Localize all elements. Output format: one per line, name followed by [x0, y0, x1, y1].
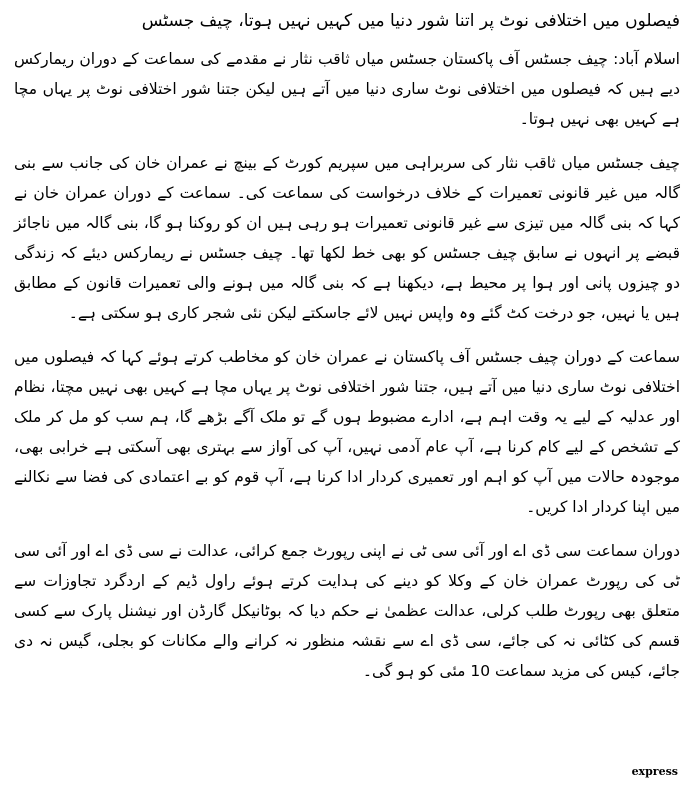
paragraph-1: اسلام آباد: چیف جسٹس آف پاکستان جسٹس میاں ثاقب نثار نے مقدمے کی سماعت کے دوران ریمارکس دیے ہیں کہ فیصلوں میں اختلافی نوٹ ساری دنیا میں آتے ہیں لیکن جتنا شور اختلافی نوٹ پر یہاں مچا ہے کہیں بھی نہیں ہوتا۔: [14, 50, 680, 128]
paragraph-4: دوران سماعت سی ڈی اے اور آئی سی ٹی نے اپنی رپورٹ جمع کرائی، عدالت نے سی ڈی اے اور آئی سی ٹی کی رپورٹ عمران خان کے وکلا کو دینے کی ہدایت کرتے ہوئے راول ڈیم کے اردگرد تجاوزات سے متعلق بھی رپورٹ طلب کرلی، عدالت عظمیٰ نے حکم دیا کہ بوٹانیکل گارڈن اور نیشنل پارک سے کسی قسم کی کٹائی نہ کی جائے، سی ڈی اے سے نقشہ منظور نہ کرانے والے مکانات کو بجلی، گیس نہ دی جائے، کیس کی مزید سماعت 10 مئی کو ہو گی۔: [14, 542, 680, 680]
paragraph-2: چیف جسٹس میاں ثاقب نثار کی سربراہی میں سپریم کورٹ کے بینچ نے عمران خان کی جانب سے بنی گالہ میں غیر قانونی تعمیرات کے خلاف درخواست کی سماعت کی۔ سماعت کے دوران عمران خان نے کہا کہ بنی گالہ میں تیزی سے غیر قانونی تعمیرات ہو رہی ہیں ان کو روکنا ہو گا، بنی گالہ میں ناجائز قبضے پر انہوں نے سابق چیف جسٹس کو بھی خط لکھا تھا۔ چیف جسٹس نے ریمارکس دیئے کہ زندگی دو چیزوں پانی اور ہوا پر محیط ہے، دیکھنا ہے کہ بنی گالہ میں ہونے والی تعمیرات قانون کے مطابق ہیں یا نہیں، جو درخت کٹ گئے وہ واپس نہیں لائے جاسکتے لیکن نئی شجر کاری ہو سکتی ہے۔: [14, 154, 680, 322]
source-credit: express: [631, 765, 678, 778]
paragraph-3: سماعت کے دوران چیف جسٹس آف پاکستان نے عمران خان کو مخاطب کرتے ہوئے کہا کہ فیصلوں میں اختلافی نوٹ ساری دنیا میں آتے ہیں، جتنا شور اختلافی نوٹ پر یہاں مچا ہے کہیں بھی نہیں مچتا، نظام اور عدلیہ کے لیے یہ وقت اہم ہے، ادارے مضبوط ہوں گے تو ملک آگے بڑھے گا، ہم سب کو مل کر ملک کے تشخص کے لیے کام کرنا ہے، آپ عام آدمی نہیں، آپ کی آواز سے بہتری بھی آسکتی ہے خرابی بھی، موجودہ حالات میں آپ کو اہم اور تعمیری کردار ادا کرنا ہے، آپ قوم کو بے اعتمادی کی فضا سے نکالنے میں اپنا کردار ادا کریں۔: [14, 348, 680, 516]
headline: فیصلوں میں اختلافی نوٹ پر اتنا شور دنیا میں کہیں نہیں ہوتا، چیف جسٹس: [141, 11, 680, 31]
article: [14, 6, 680, 700]
